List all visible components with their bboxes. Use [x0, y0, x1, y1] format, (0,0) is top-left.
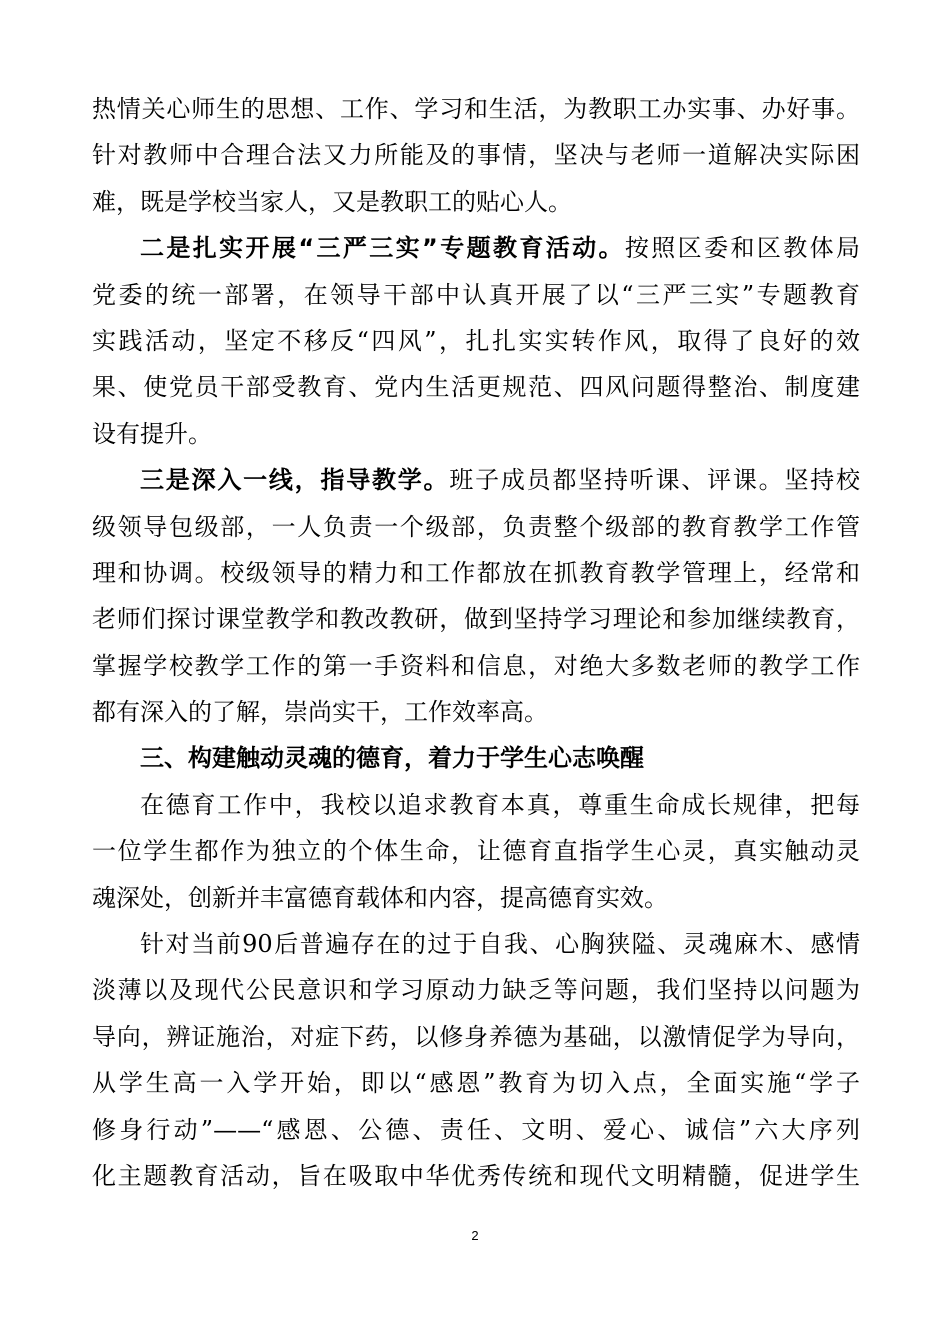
paragraph-line: 难，既是学校当家人，又是教职工的贴心人。	[92, 187, 572, 216]
paragraph-text: 班子成员都坚持听课、评课。坚持校	[449, 466, 860, 495]
paragraph-line: 针对教师中合理合法又力所能及的事情，坚决与老师一道解决实际困	[92, 141, 860, 170]
paragraph-line: 从学生高一入学开始，即以“感恩”教育为切入点，全面实施“学子	[92, 1069, 860, 1098]
paragraph-line: 都有深入的了解，崇尚实干，工作效率高。	[92, 698, 548, 727]
paragraph-line: 导向，辨证施治，对症下药，以修身养德为基础，以激情促学为导向，	[92, 1022, 860, 1051]
paragraph-line: 理和协调。校级领导的精力和工作都放在抓教育教学管理上，经常和	[92, 558, 860, 587]
paragraph-first-line	[92, 457, 860, 503]
paragraph-line: 果、使党员干部受教育、党内生活更规范、四风问题得整治、制度建	[92, 373, 860, 402]
paragraph-line: 党委的统一部署，在领导干部中认真开展了以“三严三实”专题教育	[92, 280, 860, 309]
paragraph-first-line	[92, 225, 860, 271]
paragraph-line: 化主题教育活动，旨在吸取中华优秀传统和现代文明精髓，促进学生	[92, 1161, 860, 1190]
paragraph-line: 级领导包级部，一人负责一个级部，负责整个级部的教育教学工作管	[92, 512, 860, 541]
paragraph-line: 淡薄以及现代公民意识和学习原动力缺乏等问题，我们坚持以问题为	[92, 976, 860, 1005]
section-heading: 三、构建触动灵魂的德育，着力于学生心志唤醒	[140, 744, 644, 773]
paragraph-line: 魂深处，创新并丰富德育载体和内容，提高德育实效。	[92, 883, 668, 912]
paragraph-first-line: 在德育工作中，我校以追求教育本真，尊重生命成长规律，把每	[140, 790, 860, 819]
paragraph-line: 老师们探讨课堂教学和教改教研，做到坚持学习理论和参加继续教育，	[92, 605, 860, 634]
paragraph-text: 按照区委和区教体局	[624, 234, 860, 263]
page-number: 2	[471, 1228, 479, 1243]
paragraph-lead: 二是扎实开展“三严三实”专题教育活动。	[140, 234, 625, 263]
paragraph-line: 设有提升。	[92, 419, 212, 448]
paragraph-line: 一位学生都作为独立的个体生命，让德育直指学生心灵，真实触动灵	[92, 837, 860, 866]
paragraph-first-line: 针对当前90后普遍存在的过于自我、心胸狭隘、灵魂麻木、感情	[140, 930, 860, 959]
paragraph-line: 实践活动，坚定不移反“四风”，扎扎实实转作风，取得了良好的效	[92, 326, 860, 355]
paragraph-line: 热情关心师生的思想、工作、学习和生活，为教职工办实事、办好事。	[92, 95, 860, 123]
paragraph-line: 掌握学校教学工作的第一手资料和信息，对绝大多数老师的教学工作	[92, 651, 860, 680]
paragraph-line: 修身行动”——“感恩、公德、责任、文明、爱心、诚信”六大序列	[92, 1115, 860, 1144]
paragraph-lead: 三是深入一线，指导教学。	[140, 466, 450, 495]
document-body	[92, 86, 860, 1199]
